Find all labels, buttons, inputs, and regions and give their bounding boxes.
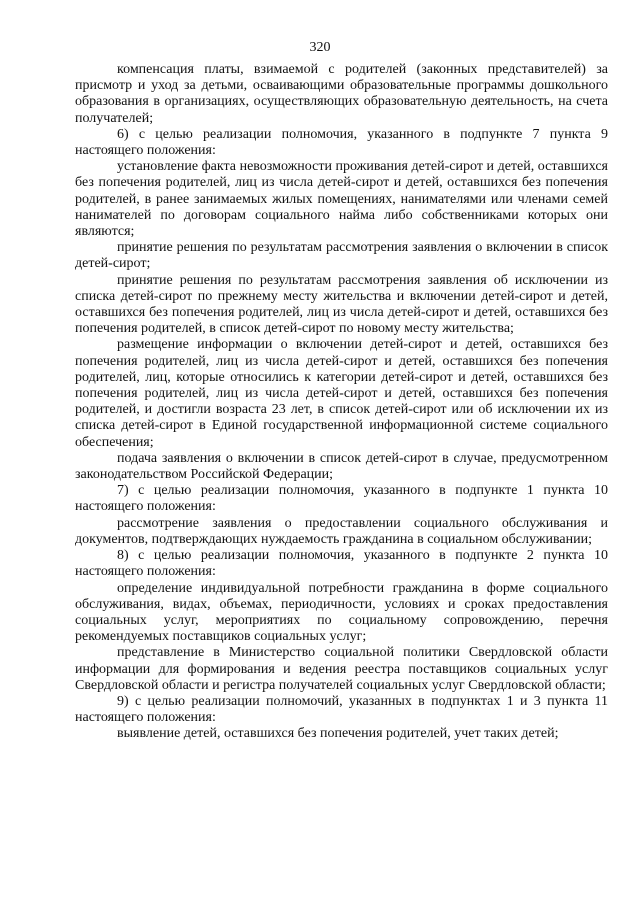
paragraph-text: 6) с целью реализации полномочия, указанного в подпункте 7 пункта 9 настоящего положения: [75, 126, 608, 159]
paragraph-text: подача заявления о включении в список детей-сирот в случае, предусмотренном законодательством Российской Федерации; [75, 450, 608, 483]
paragraph-text: представление в Министерство социальной политики Свердловской области информации для формирования и ведения реестра поставщиков социальных услуг Свердловской области и регистра получателей социальных услуг Свердловской области; [75, 645, 608, 693]
paragraph-text: выявление детей, оставшихся без попечения родителей, учет таких детей; [117, 726, 559, 742]
paragraph-text: рассмотрение заявления о предоставлении социального обслуживания и документов, подтверждающих нуждаемость гражданина в социальном обслуживании; [75, 515, 608, 547]
paragraph-text: 8) с целью реализации полномочия, указанного в подпункте 2 пункта 10 настоящего положения: [75, 548, 608, 580]
document-body [75, 62, 608, 743]
paragraph-text: определение индивидуальной потребности гражданина в форме социального обслуживания, видах, объемах, периодичности, условиях и сроках предоставления социальных услуг, мероприятиях по социальному сопровождению, перечня рекомендуемых поставщиков социальных услуг; [75, 580, 608, 645]
paragraph-text: размещение информации о включении детей-сирот и детей, оставшихся без попечения родителей, лиц из числа детей-сирот и детей, оставшихся без попечения родителей, лиц, которые относились к категории детей-сирот и детей, оставшихся без попечения родителей, лиц из числа детей-сирот и детей, оставшихся без попечения родителей, и достигли возраста 23 лет, в список детей-сирот или об исключении их из списка детей-сирот в Единой государственной информационной системе социального обеспечения; [75, 337, 608, 450]
paragraph-text: принятие решения по результатам рассмотрения заявления об исключении из списка детей-сирот по прежнему месту жительства и включении детей-сирот и детей, оставшихся без попечения родителей, лиц из числа детей-сирот и детей, оставшихся без попечения родителей, в список детей-сирот по новому месту жительства; [75, 272, 608, 337]
paragraph-text: 7) с целью реализации полномочия, указанного в подпункте 1 пункта 10 настоящего положения: [75, 483, 608, 515]
page-number: 320 [309, 40, 331, 55]
paragraph-text: компенсация платы, взимаемой с родителей (законных представителей) за присмотр и уход за детьми, осваивающими образовательные программы дошкольного образования в организациях, осуществляющих образовательную деятельность, на счета получателей; [75, 62, 608, 126]
paragraph-text: 9) с целью реализации полномочий, указанных в подпунктах 1 и 3 пункта 11 настоящего положения: [75, 693, 608, 726]
paragraph-text: установление факта невозможности проживания детей-сирот и детей, оставшихся без попечения родителей, лиц из числа детей-сирот и детей, оставшихся без попечения родителей, в ранее занимаемых жилых помещениях, нанимателями или членами семей нанимателей по договорам социального найма либо собственниками которых они являются; [75, 159, 608, 240]
paragraph-text: принятие решения по результатам рассмотрения заявления о включении в список детей-сирот; [75, 240, 608, 272]
